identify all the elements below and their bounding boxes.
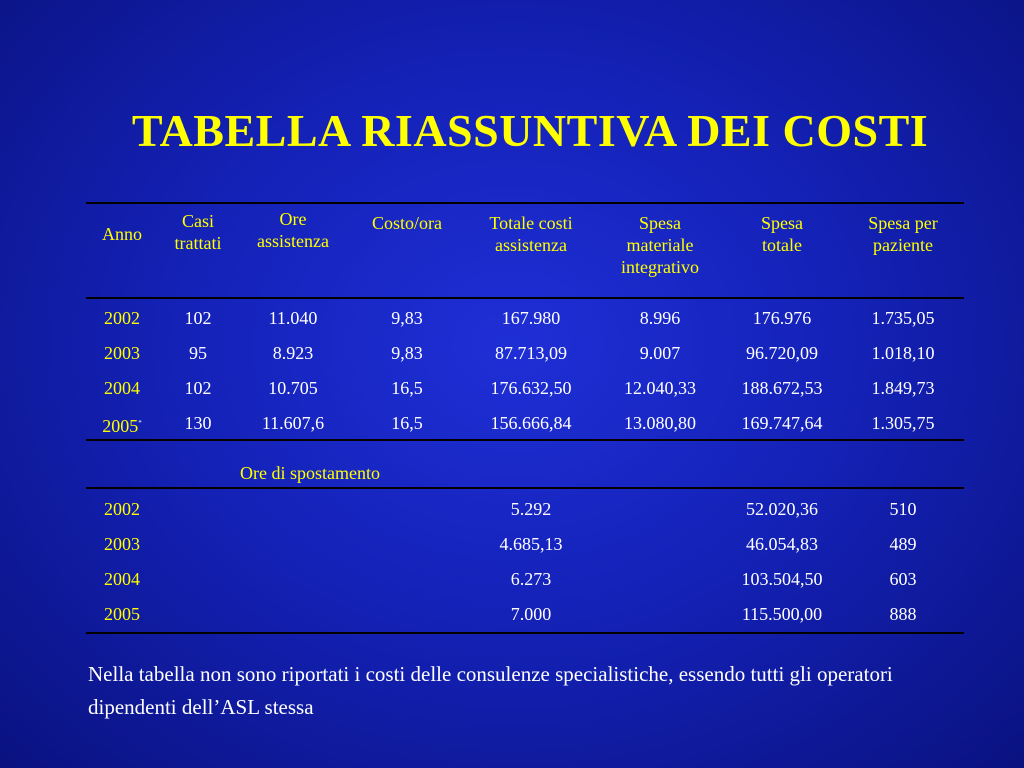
column-header: Ore assistenza xyxy=(257,209,329,251)
table2-bottom-rule xyxy=(86,632,964,634)
table-cell: 156.666,84 xyxy=(490,413,572,433)
table-cell: 1.018,10 xyxy=(871,343,935,363)
table-cell: 103.504,50 xyxy=(741,569,823,589)
column-header: Spesa materiale integrativo xyxy=(621,213,699,277)
table-cell: 5.292 xyxy=(510,499,552,519)
table-cell: 1.735,05 xyxy=(871,308,935,328)
footnote-text: Nella tabella non sono riportati i costi delle consulenze specialistiche, essendo tutti gli operatori dipendenti dell’ASL stessa xyxy=(88,662,893,719)
section2-rule xyxy=(86,487,964,489)
table-cell: 176.632,50 xyxy=(490,378,572,398)
table-cell: 603 xyxy=(889,569,917,589)
table-cell: 10.705 xyxy=(268,378,318,398)
table-cell: 46.054,83 xyxy=(746,534,818,554)
page-title: TABELLA RIASSUNTIVA DEI COSTI xyxy=(131,105,929,156)
table-cell: 167.980 xyxy=(501,308,561,328)
table-cell: 489 xyxy=(889,534,917,554)
column-header: Spesa per paziente xyxy=(868,213,938,255)
table-cell: 888 xyxy=(889,604,917,624)
column-header: Anno xyxy=(102,224,142,244)
table-cell: 13.080,80 xyxy=(624,413,696,433)
table-cell: 9.007 xyxy=(639,343,681,363)
table-cell: 52.020,36 xyxy=(746,499,818,519)
column-header: Spesa totale xyxy=(761,213,803,255)
table-cell: 16,5 xyxy=(391,413,423,433)
table-cell: 188.672,53 xyxy=(741,378,823,398)
year-cell: 2004 xyxy=(104,569,140,589)
table-cell: 130 xyxy=(184,413,212,433)
section-label: Ore di spostamento xyxy=(240,463,380,483)
table1-bottom-rule xyxy=(86,439,964,441)
table-cell: 115.500,00 xyxy=(741,604,823,624)
year-cell: 2002 xyxy=(104,308,140,328)
table-cell: 102 xyxy=(184,378,212,398)
table-cell: 4.685,13 xyxy=(499,534,563,554)
table-top-rule xyxy=(86,202,964,204)
table-cell: 9,83 xyxy=(391,343,423,363)
table-cell: 96.720,09 xyxy=(746,343,818,363)
footnote-marker: * xyxy=(138,419,142,427)
header-bottom-rule xyxy=(86,297,964,299)
column-header: Costo/ora xyxy=(372,213,442,233)
table-cell: 9,83 xyxy=(391,308,423,328)
year-cell: 2005* xyxy=(102,416,142,436)
table-cell: 7.000 xyxy=(510,604,552,624)
table-cell: 6.273 xyxy=(510,569,552,589)
table-cell: 510 xyxy=(889,499,917,519)
table-cell: 176.976 xyxy=(752,308,812,328)
year-cell: 2003 xyxy=(104,534,140,554)
table-cell: 1.305,75 xyxy=(871,413,935,433)
table-cell: 16,5 xyxy=(391,378,423,398)
year-cell: 2004 xyxy=(104,378,140,398)
table-cell: 8.923 xyxy=(272,343,314,363)
table-cell: 8.996 xyxy=(639,308,681,328)
table-cell: 1.849,73 xyxy=(871,378,935,398)
table-cell: 11.607,6 xyxy=(261,413,325,433)
year-cell: 2005 xyxy=(104,604,140,624)
table-cell: 11.040 xyxy=(268,308,318,328)
year-cell: 2002 xyxy=(104,499,140,519)
table-cell: 95 xyxy=(189,343,207,363)
table-cell: 87.713,09 xyxy=(495,343,567,363)
table-cell: 12.040,33 xyxy=(624,378,696,398)
year-cell: 2003 xyxy=(104,343,140,363)
column-header: Casi trattati xyxy=(174,211,222,253)
table-cell: 102 xyxy=(184,308,212,328)
column-header: Totale costi assistenza xyxy=(489,213,573,255)
table-cell: 169.747,64 xyxy=(741,413,823,433)
